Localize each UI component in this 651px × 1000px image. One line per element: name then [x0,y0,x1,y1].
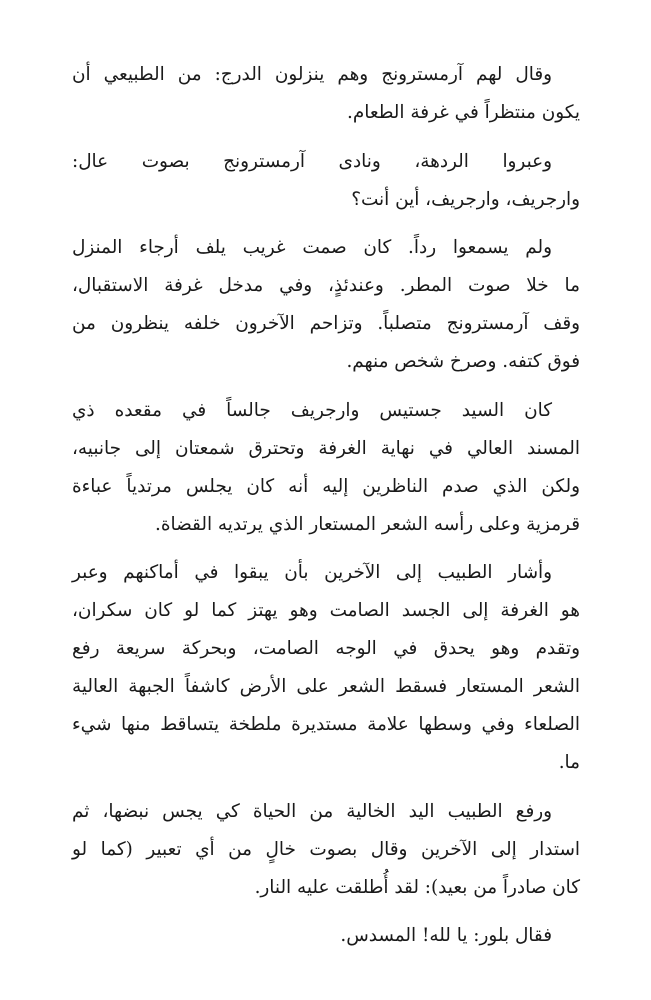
text-line: قرمزية وعلى رأسه الشعر المستعار الذي يرتديه القضاة. [155,513,580,535]
text-line: وارجريف، وارجريف، أين أنت؟ [351,188,580,210]
text-line: ما. [558,752,580,773]
text-line: الشعر المستعار فسقط الشعر على الأرض كاشفاً الجبهة العالية [72,676,580,697]
book-page [72,56,580,966]
text-line: المسند العالي في نهاية الغرفة وتحترق شمعتان إلى جانبيه، [72,437,580,459]
text-line: كان صادراً من بعيد): لقد أُطلقت عليه النار. [254,876,580,898]
text-line: ما خلا صوت المطر. وعندئذٍ، وفي مدخل غرفة الاستقبال، [72,275,580,296]
text-line: وعبروا الردهة، ونادى آرمسترونج بصوت عال: [72,150,552,172]
paragraph-2 [72,143,580,219]
text-line: فوق كتفه. وصرخ شخص منهم. [346,351,580,372]
paragraph-1 [72,56,580,132]
text-line: وأشار الطبيب إلى الآخرين بأن يبقوا في أماكنهم وعبر [72,562,552,583]
text-line: هو الغرفة إلى الجسد الصامت وهو يهتز كما لو كان سكران، [72,600,580,621]
text-line: الصلعاء وفي وسطها علامة مستديرة ملطخة يتساقط منها شيء [72,714,580,735]
paragraph-7 [72,917,580,955]
text-line: استدار إلى الآخرين وقال بصوت خالٍ من أي تعبير (كما لو [72,838,580,860]
text-line: ورفع الطبيب اليد الخالية من الحياة كي يجس نبضها، ثم [72,800,552,822]
paragraph-6 [72,793,580,907]
text-line: وتقدم وهو يحدق في الوجه الصامت، وبحركة سريعة رفع [72,638,580,659]
text-line: وقال لهم آرمسترونج وهم ينزلون الدرج: من الطبيعي أن [72,64,552,85]
paragraph-4 [72,392,580,544]
text-line: وقف آرمسترونج متصلباً. وتزاحم الآخرون خلفه ينظرون من [72,313,580,334]
text-line: ولم يسمعوا رداً. كان صمت غريب يلف أرجاء المنزل [72,237,552,258]
text-line: ولكن الذي صدم الناظرين إليه أنه كان يجلس مرتدياً عباءة [72,475,580,497]
text-line: فقال بلور: يا لله! المسدس. [340,925,552,946]
text-line: كان السيد جستيس وارجريف جالساً في مقعده ذي [72,399,552,421]
paragraph-3 [72,229,580,381]
text-line: يكون منتظراً في غرفة الطعام. [347,102,580,123]
paragraph-5 [72,554,580,782]
